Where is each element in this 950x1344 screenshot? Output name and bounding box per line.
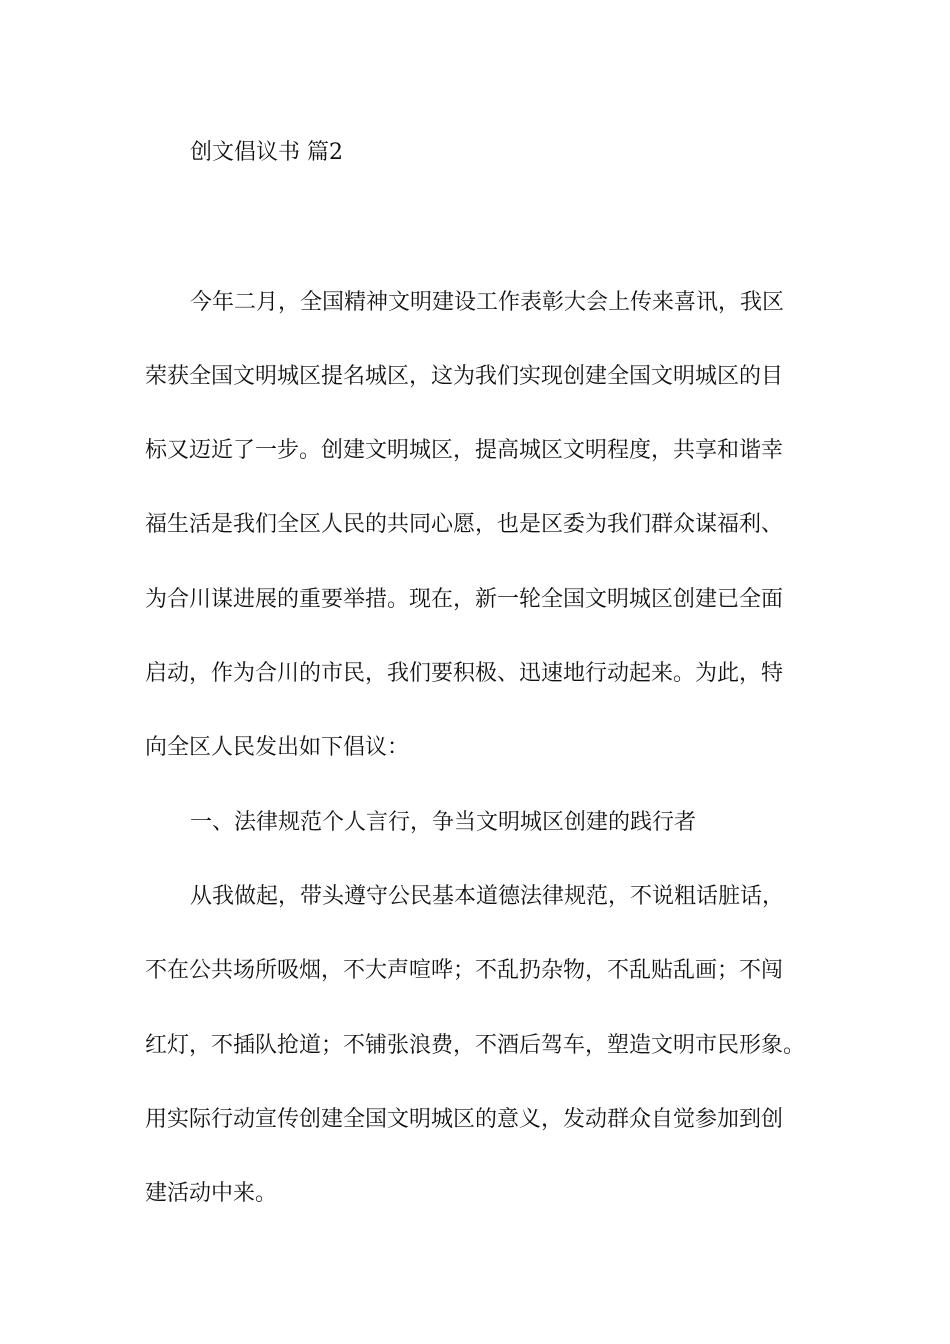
- paragraph-line: 启动，作为合川的市民，我们要积极、迅速地行动起来。为此，特: [145, 661, 784, 686]
- section-heading: 一、法律规范个人言行，争当文明城区创建的践行者: [190, 810, 697, 835]
- paragraph-line: 标又迈近了一步。创建文明城区，提高城区文明程度，共享和谐幸: [145, 438, 784, 463]
- paragraph-line: 今年二月，全国精神文明建设工作表彰大会上传来喜讯，我区: [190, 290, 785, 315]
- paragraph-line: 从我做起，带头遵守公民基本道德法律规范，不说粗话脏话，: [190, 884, 785, 909]
- paragraph-line: 用实际行动宣传创建全国文明城区的意义，发动群众自觉参加到创: [145, 1107, 784, 1132]
- document-title: 创文倡议书 篇2: [190, 140, 343, 165]
- paragraph-line: 建活动中来。: [145, 1181, 278, 1206]
- paragraph-line: 红灯，不插队抢道；不铺张浪费，不酒后驾车，塑造文明市民形象。: [145, 1033, 806, 1058]
- paragraph-line: 福生活是我们全区人民的共同心愿，也是区委为我们群众谋福利、: [145, 512, 784, 537]
- paragraph-line: 向全区人民发出如下倡议：: [145, 735, 410, 760]
- paragraph-line: 为合川谋进展的重要举措。现在，新一轮全国文明城区创建已全面: [145, 587, 784, 612]
- paragraph-line: 不在公共场所吸烟，不大声喧哗；不乱扔杂物，不乱贴乱画；不闯: [145, 958, 784, 983]
- paragraph-line: 荣获全国文明城区提名城区，这为我们实现创建全国文明城区的目: [145, 364, 784, 389]
